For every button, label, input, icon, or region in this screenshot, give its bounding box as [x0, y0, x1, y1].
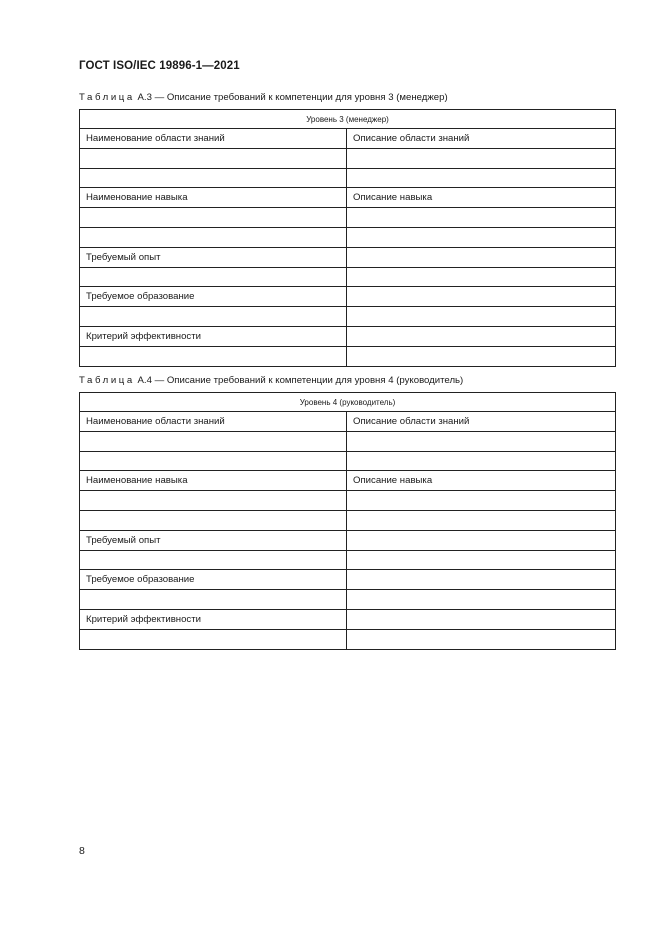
table-a4-caption-text: А.4 — Описание требований к компетенции для уровня 4 (руководитель) [137, 375, 464, 386]
table-cell [80, 168, 347, 188]
table-row [80, 148, 616, 168]
table-cell: Описание области знаний [347, 412, 616, 432]
table-row [80, 326, 616, 346]
table-cell [80, 227, 347, 247]
table-cell [347, 510, 616, 530]
table-cell [347, 530, 616, 550]
table-row [80, 471, 616, 491]
table-row [80, 287, 616, 307]
table-row [80, 491, 616, 511]
table-cell: Требуемое образование [80, 287, 347, 307]
table-cell [347, 227, 616, 247]
table-cell [347, 247, 616, 267]
table-row [80, 307, 616, 327]
table-cell: Критерий эффективности [80, 326, 347, 346]
table-row [80, 247, 616, 267]
table-cell [80, 550, 347, 570]
table-cell [80, 510, 347, 530]
table-row [80, 451, 616, 471]
table-cell [347, 346, 616, 366]
table-cell [80, 590, 347, 610]
table-cell [80, 208, 347, 228]
table-cell: Описание навыка [347, 188, 616, 208]
page-number: 8 [79, 845, 85, 857]
table-row [80, 412, 616, 432]
table-a4-caption [79, 375, 463, 386]
table-cell: Наименование навыка [80, 471, 347, 491]
table-cell [347, 307, 616, 327]
table-row [80, 629, 616, 649]
table-row [80, 570, 616, 590]
table-cell: Описание области знаний [347, 129, 616, 149]
table-row [80, 530, 616, 550]
table-cell [347, 609, 616, 629]
table-a3-title: Уровень 3 (менеджер) [80, 110, 616, 129]
table-cell [347, 267, 616, 287]
table-row [80, 188, 616, 208]
table-row [80, 227, 616, 247]
table-cell [347, 451, 616, 471]
table-cell: Наименование области знаний [80, 412, 347, 432]
table-cell [347, 168, 616, 188]
table-cell [347, 287, 616, 307]
table-cell [80, 451, 347, 471]
table-row [80, 267, 616, 287]
table-cell: Критерий эффективности [80, 609, 347, 629]
table-cell [80, 431, 347, 451]
table-cell: Описание навыка [347, 471, 616, 491]
table-row [80, 346, 616, 366]
table-cell [80, 629, 347, 649]
table-cell [80, 148, 347, 168]
table-cell [347, 570, 616, 590]
table-cell [347, 491, 616, 511]
table-row [80, 609, 616, 629]
table-row [80, 510, 616, 530]
table-cell [80, 491, 347, 511]
table-cell [80, 346, 347, 366]
table-a4-caption-label: Таблица [79, 375, 135, 386]
table-title-row [80, 393, 616, 412]
table-a3-caption-text: А.3 — Описание требований к компетенции для уровня 3 (менеджер) [137, 92, 448, 103]
table-cell [80, 307, 347, 327]
table-row [80, 208, 616, 228]
table-cell [347, 550, 616, 570]
table-cell [347, 208, 616, 228]
table-row [80, 550, 616, 570]
table-cell [347, 629, 616, 649]
table-cell: Наименование навыка [80, 188, 347, 208]
table-title-row [80, 110, 616, 129]
table-a4 [79, 392, 616, 650]
table-cell [347, 148, 616, 168]
table-cell [347, 326, 616, 346]
table-a3-caption-label: Таблица [79, 92, 135, 103]
table-row [80, 129, 616, 149]
table-cell: Требуемое образование [80, 570, 347, 590]
document-id: ГОСТ ISO/IEC 19896-1—2021 [79, 60, 240, 72]
table-cell [347, 590, 616, 610]
table-row [80, 168, 616, 188]
table-cell: Требуемый опыт [80, 247, 347, 267]
table-cell: Требуемый опыт [80, 530, 347, 550]
table-cell: Наименование области знаний [80, 129, 347, 149]
table-a3-caption [79, 92, 448, 103]
table-a3 [79, 109, 616, 367]
table-cell [347, 431, 616, 451]
table-a4-title: Уровень 4 (руководитель) [80, 393, 616, 412]
table-cell [80, 267, 347, 287]
table-row [80, 590, 616, 610]
table-row [80, 431, 616, 451]
